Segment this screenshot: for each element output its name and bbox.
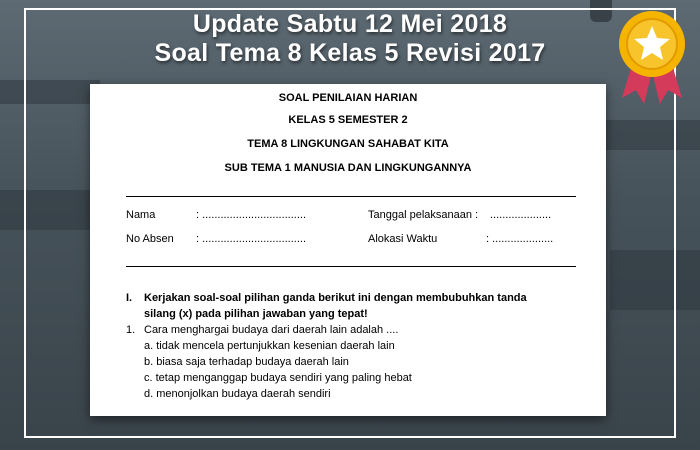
page-heading [0, 10, 700, 68]
option-d: d. menonjolkan budaya daerah sendiri [144, 388, 331, 400]
worksheet-title: SOAL PENILAIAN HARIAN [278, 92, 418, 104]
option-c: c. tetap menganggap budaya sendiri yang paling hebat [144, 372, 412, 384]
tanggal-label: Tanggal pelaksanaan : [368, 209, 479, 221]
alokasi-label: Alokasi Waktu [368, 233, 438, 245]
section-instruction-2: silang (x) pada pilihan jawaban yang tepat! [144, 308, 368, 320]
worksheet-class: KELAS 5 SEMESTER 2 [288, 114, 408, 126]
heading-line-1: Update Sabtu 12 Mei 2018 [192, 10, 508, 38]
alokasi-field: : .................... [486, 233, 554, 245]
heading-line-2: Soal Tema 8 Kelas 5 Revisi 2017 [154, 39, 546, 67]
divider-bottom [126, 266, 576, 267]
worksheet-subtheme: SUB TEMA 1 MANUSIA DAN LINGKUNGANNYA [224, 162, 472, 174]
nama-label: Nama [126, 209, 156, 221]
option-b: b. biasa saja terhadap budaya daerah lain [144, 356, 349, 368]
section-number: I. [126, 292, 133, 304]
section-instruction-1: Kerjakan soal-soal pilihan ganda berikut ini dengan membubuhkan tanda [144, 292, 527, 304]
star-ribbon-icon [614, 6, 690, 106]
question-text: Cara menghargai budaya dari daerah lain adalah .... [144, 324, 399, 336]
worksheet-theme: TEMA 8 LINGKUNGAN SAHABAT KITA [247, 138, 449, 150]
worksheet-paper [90, 84, 606, 416]
question-number: 1. [126, 324, 136, 336]
absen-field: : .................................. [196, 233, 307, 245]
nama-field: : .................................. [196, 209, 307, 221]
option-a: a. tidak mencela pertunjukkan kesenian daerah lain [144, 340, 395, 352]
absen-label: No Absen [126, 233, 174, 245]
tanggal-field: .................... [490, 209, 552, 221]
divider-top [126, 196, 576, 197]
